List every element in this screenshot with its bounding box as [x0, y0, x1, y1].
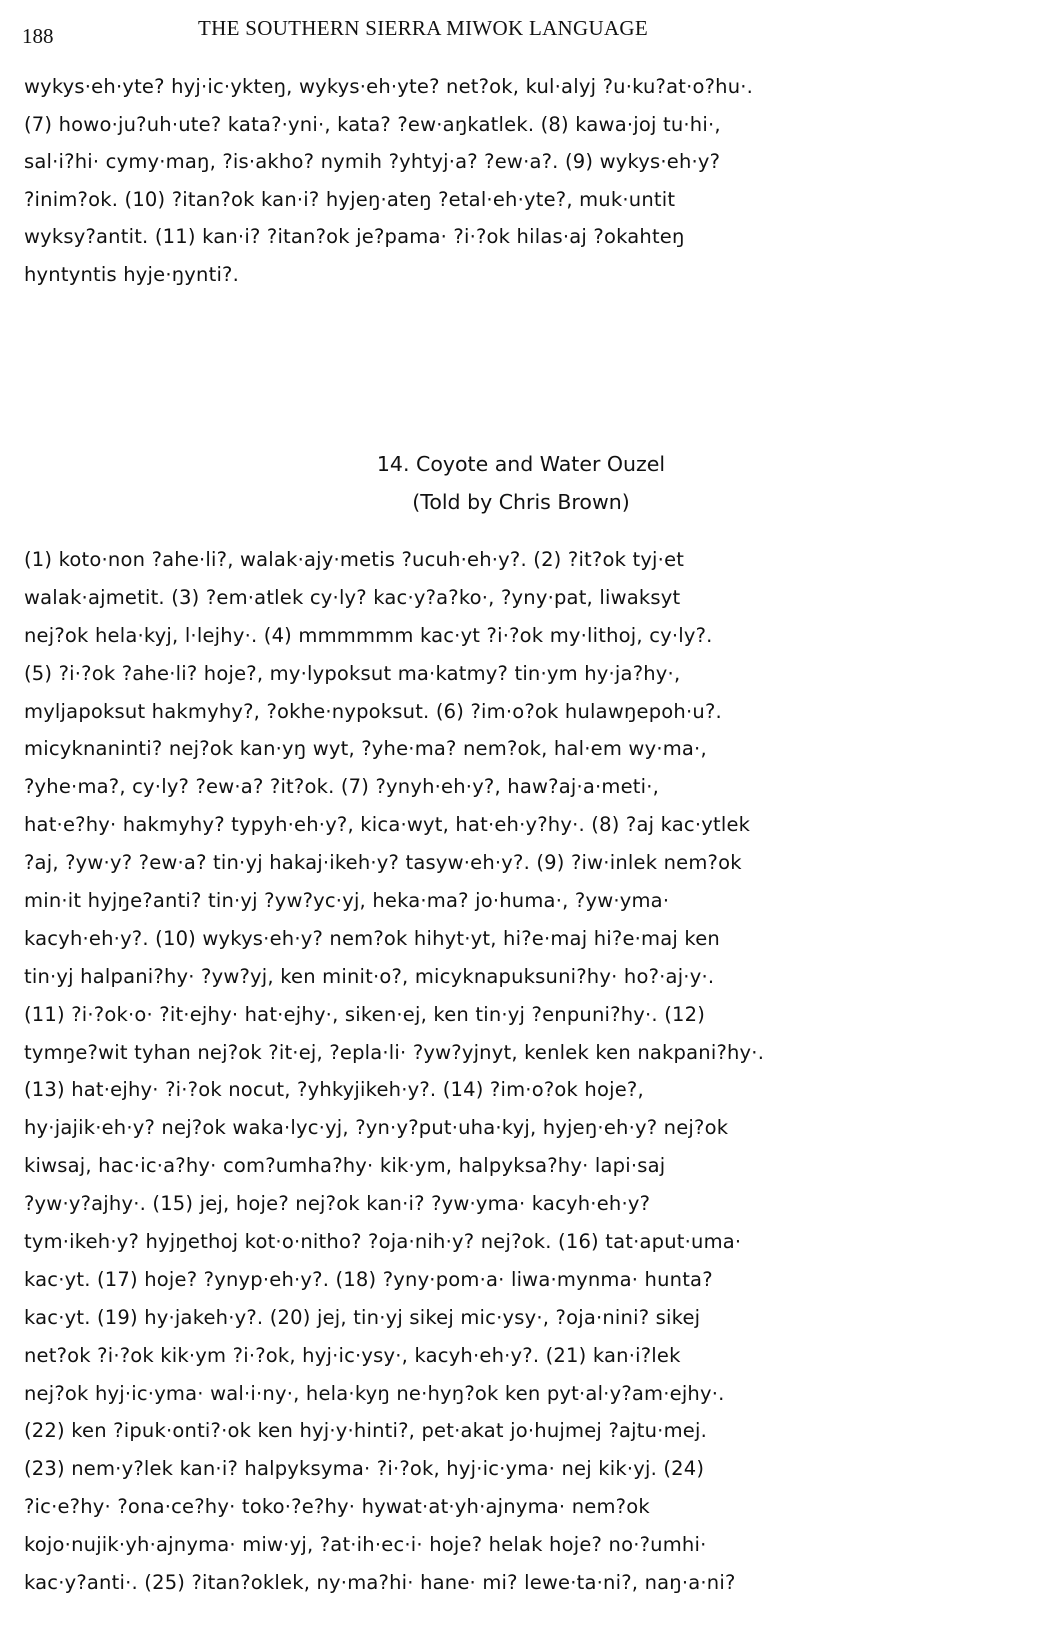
text-line: (22) ken ?ipuk·onti?·ok ken hyj·y·hinti?, pet·akat jo·hujmej ?ajtu·mej.	[24, 1419, 707, 1443]
text-line: kiwsaj, hac·ic·a?hy· com?umha?hy· kik·ym, halpyksa?hy· lapi·saj	[24, 1154, 666, 1178]
text-line: ?inim?ok. (10) ?itan?ok kan·i? hyjeŋ·ateŋ ?etal·eh·yte?, muk·untit	[24, 187, 676, 211]
text-line: nej?ok hela·kyj, l·lejhy·. (4) mmmmmm kac·yt ?i·?ok my·lithoj, cy·ly?.	[24, 623, 713, 647]
text-line: wyksy?antit. (11) kan·i? ?itan?ok je?pama· ?i·?ok hilas·aj ?okahteŋ	[24, 225, 685, 249]
running-title: THE SOUTHERN SIERRA MIWOK LANGUAGE	[198, 16, 649, 40]
text-line: (13) hat·ejhy· ?i·?ok nocut, ?yhkyjikeh·y?. (14) ?im·o?ok hoje?,	[24, 1078, 644, 1102]
text-line: myljapoksut hakmyhy?, ?okhe·nypoksut. (6) ?im·o?ok hulawŋepoh·u?.	[24, 699, 722, 723]
text-line: sal·i?hi· cymy·maŋ, ?is·akho? nymih ?yhtyj·a? ?ew·a?. (9) wykys·eh·y?	[24, 150, 721, 174]
text-line: min·it hyjŋe?anti? tin·yj ?yw?yc·yj, heka·ma? jo·huma·, ?yw·yma·	[24, 889, 670, 913]
text-line: ?ic·e?hy· ?ona·ce?hy· toko·?e?hy· hywat·at·yh·ajnyma· nem?ok	[24, 1495, 650, 1519]
text-line: kacyh·eh·y?. (10) wykys·eh·y? nem?ok hihyt·yt, hi?e·maj hi?e·maj ken	[24, 926, 720, 950]
text-line: (5) ?i·?ok ?ahe·li? hoje?, my·lypoksut ma·katmy? tin·ym hy·ja?hy·,	[24, 661, 681, 685]
text-line: kojo·nujik·yh·ajnyma· miw·yj, ?at·ih·ec·i· hoje? helak hoje? no·?umhi·	[24, 1533, 707, 1557]
text-line: tin·yj halpani?hy· ?yw?yj, ken minit·o?, micyknapuksuni?hy· ho?·aj·y·.	[24, 964, 715, 988]
text-line: hy·jajik·eh·y? nej?ok waka·lyc·yj, ?yn·y?put·uha·kyj, hyjeŋ·eh·y? nej?ok	[24, 1116, 729, 1140]
text-line: ?aj, ?yw·y? ?ew·a? tin·yj hakaj·ikeh·y? tasyw·eh·y?. (9) ?iw·inlek nem?ok	[24, 851, 742, 875]
text-line: (11) ?i·?ok·o· ?it·ejhy· hat·ejhy·, siken·ej, ken tin·yj ?enpuni?hy·. (12)	[24, 1002, 706, 1026]
text-line: kac·yt. (19) hy·jakeh·y?. (20) jej, tin·yj sikej mic·ysy·, ?oja·nini? sikej	[24, 1305, 701, 1329]
text-line: (1) koto·non ?ahe·li?, walak·ajy·metis ?ucuh·eh·y?. (2) ?it?ok tyj·et	[24, 548, 685, 571]
story-subtitle: (Told by Chris Brown)	[412, 490, 630, 514]
continued-text-block	[24, 68, 1014, 294]
story-title: 14. Coyote and Water Ouzel	[376, 452, 666, 476]
text-line: (7) howo·ju?uh·ute? kata?·yni·, kata? ?ew·aŋkatlek. (8) kawa·joj tu·hi·,	[24, 112, 721, 136]
text-line: micyknaninti? nej?ok kan·yŋ wyt, ?yhe·ma? nem?ok, hal·em wy·ma·,	[24, 737, 707, 761]
text-line: wykys·eh·yte? hyj·ic·ykteŋ, wykys·eh·yte? net?ok, kul·alyj ?u·ku?at·o?hu·.	[24, 75, 754, 98]
text-line: kac·yt. (17) hoje? ?ynyp·eh·y?. (18) ?yny·pom·a· liwa·mynma· hunta?	[24, 1267, 713, 1291]
text-line: net?ok ?i·?ok kik·ym ?i·?ok, hyj·ic·ysy·, kacyh·eh·y?. (21) kan·i?lek	[24, 1343, 681, 1367]
page-number: 188	[22, 24, 54, 48]
page-header	[22, 16, 982, 52]
text-line: hat·e?hy· hakmyhy? typyh·eh·y?, kica·wyt, hat·eh·y?hy·. (8) ?aj kac·ytlek	[24, 813, 751, 837]
text-line: tym·ikeh·y? hyjŋethoj kot·o·nitho? ?oja·nih·y? nej?ok. (16) tat·aput·uma·	[24, 1230, 742, 1254]
text-line: hyntyntis hyje·ŋynti?.	[24, 262, 240, 286]
text-line: ?yw·y?ajhy·. (15) jej, hoje? nej?ok kan·i? ?yw·yma· kacyh·eh·y?	[24, 1192, 651, 1216]
text-line: ?yhe·ma?, cy·ly? ?ew·a? ?it?ok. (7) ?ynyh·eh·y?, haw?aj·a·meti·,	[24, 775, 660, 799]
text-line: tymŋe?wit tyhan nej?ok ?it·ej, ?epla·li· ?yw?yjnyt, kenlek ken nakpani?hy·.	[24, 1040, 765, 1064]
text-line: (23) nem·y?lek kan·i? halpyksyma· ?i·?ok, hyj·ic·yma· nej kik·yj. (24)	[24, 1457, 705, 1481]
story-text-block	[24, 541, 1014, 1602]
text-line: nej?ok hyj·ic·yma· wal·i·ny·, hela·kyŋ ne·hyŋ?ok ken pyt·al·y?am·ejhy·.	[24, 1381, 725, 1405]
text-line: kac·y?anti·. (25) ?itan?oklek, ny·ma?hi· hane· mi? lewe·ta·ni?, naŋ·a·ni?	[24, 1571, 736, 1595]
text-line: walak·ajmetit. (3) ?em·atlek cy·ly? kac·y?a?ko·, ?yny·pat, liwaksyt	[24, 585, 681, 609]
